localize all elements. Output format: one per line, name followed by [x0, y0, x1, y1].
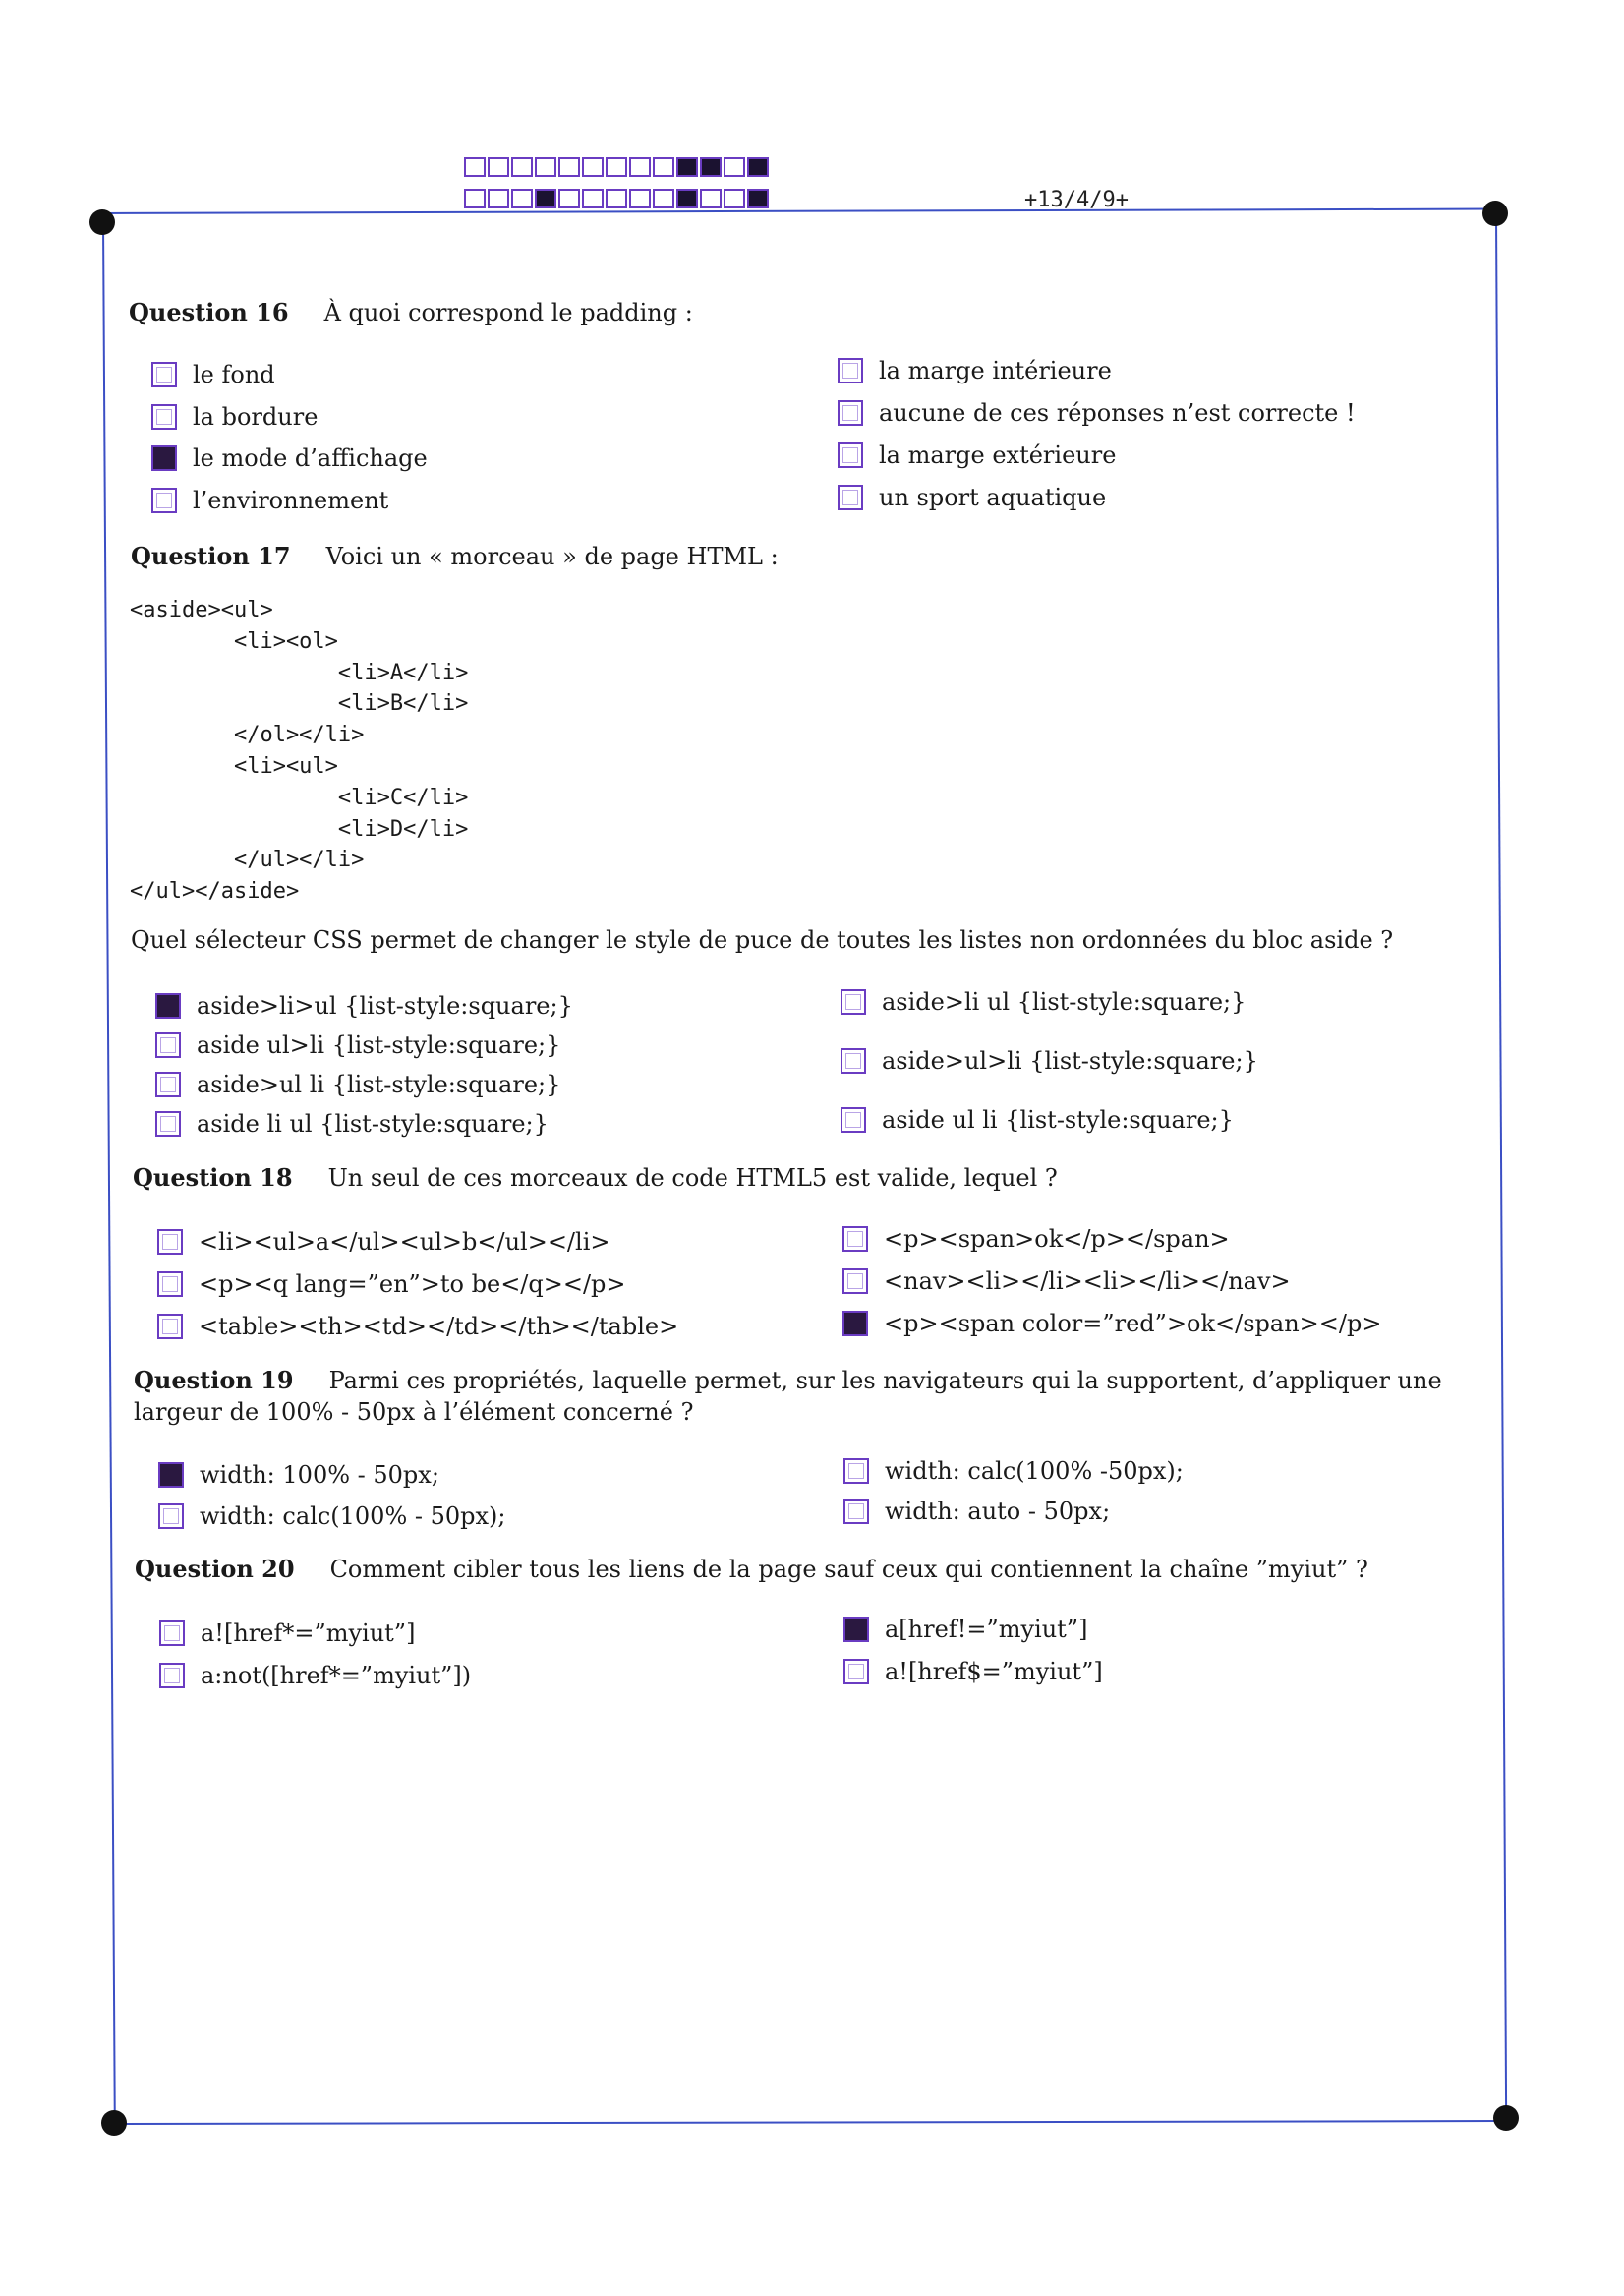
id-grid-box	[535, 157, 556, 177]
answer-option[interactable]	[838, 398, 1356, 428]
answer-option[interactable]	[157, 1312, 678, 1341]
id-grid-box	[535, 189, 556, 208]
answer-option[interactable]	[841, 1105, 1234, 1135]
corner-mark-top-left	[89, 209, 115, 235]
student-id-row-2	[464, 189, 769, 212]
question-number: Question 16	[129, 298, 289, 326]
checkbox[interactable]	[158, 1462, 184, 1488]
answer-label: <li><ul>a</ul><ul>b</ul></li>	[199, 1228, 610, 1256]
answer-option[interactable]	[841, 1046, 1258, 1076]
answer-label: a![href$=”myiut”]	[885, 1658, 1103, 1685]
checkbox[interactable]	[843, 1458, 869, 1484]
answer-option[interactable]	[843, 1657, 1103, 1686]
question-number: Question 18	[133, 1163, 293, 1192]
checkbox[interactable]	[151, 362, 177, 387]
answer-option[interactable]	[155, 1109, 549, 1139]
id-grid-box	[724, 157, 745, 177]
corner-mark-top-right	[1482, 201, 1508, 226]
question-number: Question 19	[134, 1366, 294, 1394]
checkbox[interactable]	[841, 989, 866, 1015]
answer-label: width: auto - 50px;	[885, 1498, 1111, 1525]
answer-label: aucune de ces réponses n’est correcte !	[879, 399, 1356, 427]
answer-option[interactable]	[157, 1269, 626, 1299]
answer-label: <p><span color=”red”>ok</span></p>	[884, 1310, 1382, 1337]
question-number: Question 20	[135, 1555, 295, 1583]
answer-label: a![href*=”myiut”]	[201, 1619, 416, 1647]
answer-option[interactable]	[842, 1309, 1381, 1338]
answer-option[interactable]	[838, 441, 1116, 470]
answer-option[interactable]	[159, 1619, 415, 1648]
checkbox[interactable]	[841, 1048, 866, 1074]
page-identifier: +13/4/9+	[1024, 188, 1129, 212]
checkbox[interactable]	[157, 1229, 183, 1255]
answer-label: aside>li ul {list-style:square;}	[882, 988, 1247, 1016]
checkbox[interactable]	[151, 445, 177, 471]
answer-option[interactable]	[151, 443, 428, 473]
frame-top-line	[102, 208, 1496, 214]
answer-label: width: calc(100% - 50px);	[200, 1502, 506, 1530]
checkbox[interactable]	[838, 485, 863, 510]
id-grid-box	[606, 189, 627, 208]
checkbox[interactable]	[155, 1032, 181, 1058]
checkbox[interactable]	[151, 488, 177, 513]
checkbox[interactable]	[157, 1271, 183, 1297]
checkbox[interactable]	[155, 993, 181, 1019]
id-grid-box	[582, 189, 604, 208]
checkbox[interactable]	[159, 1663, 185, 1688]
answer-label: width: 100% - 50px;	[200, 1461, 439, 1489]
id-grid-box	[629, 189, 651, 208]
id-grid-box	[558, 189, 580, 208]
frame-bottom-line	[114, 2120, 1506, 2125]
answer-option[interactable]	[159, 1661, 471, 1690]
question-17-header	[131, 541, 779, 572]
question-20-header	[135, 1554, 1368, 1585]
checkbox[interactable]	[155, 1111, 181, 1137]
checkbox[interactable]	[838, 358, 863, 383]
id-grid-box	[700, 157, 722, 177]
answer-label: aside li ul {list-style:square;}	[197, 1110, 549, 1138]
answer-label: <nav><li></li><li></li></nav>	[884, 1267, 1291, 1295]
id-grid-box	[747, 189, 769, 208]
answer-option[interactable]	[158, 1460, 439, 1490]
id-grid-box	[700, 189, 722, 208]
answer-label: <table><th><td></td></th></table>	[199, 1313, 679, 1340]
html-code-snippet: <aside><ul> <li><ol> <li>A</li> <li>B</li> </ol></li> <li><ul> <li>C</li> <li>D</li> </ul></li> </ul></aside>	[130, 598, 469, 905]
answer-label: aside ul>li {list-style:square;}	[197, 1031, 561, 1059]
answer-option[interactable]	[155, 991, 573, 1021]
question-text: Un seul de ces morceaux de code HTML5 est valide, lequel ?	[327, 1164, 1058, 1192]
answer-label: <p><span>ok</p></span>	[884, 1225, 1230, 1253]
question-19-header	[134, 1365, 1490, 1429]
answer-label: aside>ul li {list-style:square;}	[197, 1071, 561, 1098]
answer-option[interactable]	[838, 483, 1106, 512]
checkbox[interactable]	[841, 1107, 866, 1133]
checkbox[interactable]	[842, 1311, 868, 1336]
id-grid-box	[653, 157, 674, 177]
answer-label: un sport aquatique	[879, 484, 1107, 511]
id-grid-box	[558, 157, 580, 177]
id-grid-box	[724, 189, 745, 208]
checkbox[interactable]	[159, 1620, 185, 1646]
checkbox[interactable]	[158, 1503, 184, 1529]
checkbox[interactable]	[157, 1314, 183, 1339]
frame-left-line	[102, 222, 116, 2125]
id-grid-box	[464, 157, 486, 177]
id-grid-box	[676, 189, 698, 208]
question-18-header	[133, 1162, 1058, 1194]
checkbox[interactable]	[838, 442, 863, 468]
checkbox[interactable]	[843, 1659, 869, 1684]
question-text: Voici un « morceau » de page HTML :	[325, 543, 779, 570]
checkbox[interactable]	[843, 1617, 869, 1642]
answer-label: width: calc(100% -50px);	[885, 1457, 1184, 1485]
answer-label: a[href!=”myiut”]	[885, 1616, 1088, 1643]
answer-option[interactable]	[842, 1224, 1230, 1254]
corner-mark-bottom-right	[1493, 2105, 1519, 2131]
id-grid-box	[653, 189, 674, 208]
answer-label: aside>ul>li {list-style:square;}	[882, 1047, 1258, 1075]
answer-label: aside ul li {list-style:square;}	[882, 1106, 1234, 1134]
answer-label: la bordure	[193, 403, 319, 431]
id-grid-box	[488, 189, 509, 208]
answer-option[interactable]	[157, 1227, 609, 1257]
id-grid-box	[488, 157, 509, 177]
question-number: Question 17	[131, 542, 291, 570]
question-text: À quoi correspond le padding :	[323, 299, 693, 326]
id-grid-box	[606, 157, 627, 177]
answer-label: <p><q lang=”en”>to be</q></p>	[199, 1270, 626, 1298]
checkbox[interactable]	[155, 1072, 181, 1097]
answer-label: la marge intérieure	[879, 357, 1112, 384]
answer-option[interactable]	[151, 486, 388, 515]
answer-label: le mode d’affichage	[193, 444, 428, 472]
answer-option[interactable]	[842, 1266, 1291, 1296]
id-grid-box	[511, 189, 533, 208]
answer-option[interactable]	[151, 360, 275, 389]
id-grid-box	[629, 157, 651, 177]
checkbox[interactable]	[842, 1268, 868, 1294]
question-17-prompt: Quel sélecteur CSS permet de changer le style de puce de toutes les listes non ordonnées du bloc aside ?	[131, 926, 1394, 954]
id-grid-box	[676, 157, 698, 177]
id-grid-box	[511, 157, 533, 177]
answer-label: l’environnement	[193, 487, 389, 514]
answer-option[interactable]	[151, 402, 318, 432]
answer-option[interactable]	[155, 1070, 560, 1099]
question-text: Parmi ces propriétés, laquelle permet, sur les navigateurs qui la supportent, d’appliquer une largeur de 100% - 50px à l’élément concerné ?	[134, 1367, 1442, 1427]
answer-option[interactable]	[843, 1497, 1110, 1526]
answer-option[interactable]	[843, 1456, 1184, 1486]
id-grid-box	[582, 157, 604, 177]
student-id-row-1	[464, 157, 769, 181]
answer-label: le fond	[193, 361, 275, 388]
answer-label: a:not([href*=”myiut”])	[201, 1662, 472, 1689]
answer-label: aside>li>ul {list-style:square;}	[197, 992, 573, 1020]
id-grid-box	[464, 189, 486, 208]
answer-option[interactable]	[158, 1501, 506, 1531]
answer-option[interactable]	[155, 1030, 560, 1060]
answer-option[interactable]	[843, 1615, 1087, 1644]
id-grid-box	[747, 157, 769, 177]
answer-option[interactable]	[838, 356, 1112, 385]
checkbox[interactable]	[842, 1226, 868, 1252]
answer-label: la marge extérieure	[879, 442, 1117, 469]
answer-option[interactable]	[841, 987, 1246, 1017]
frame-right-line	[1495, 214, 1507, 2120]
corner-mark-bottom-left	[101, 2110, 127, 2136]
checkbox[interactable]	[843, 1499, 869, 1524]
checkbox[interactable]	[151, 404, 177, 430]
question-16-header	[129, 297, 693, 328]
checkbox[interactable]	[838, 400, 863, 426]
question-text: Comment cibler tous les liens de la page sauf ceux qui contiennent la chaîne ”myiut” ?	[329, 1556, 1368, 1583]
